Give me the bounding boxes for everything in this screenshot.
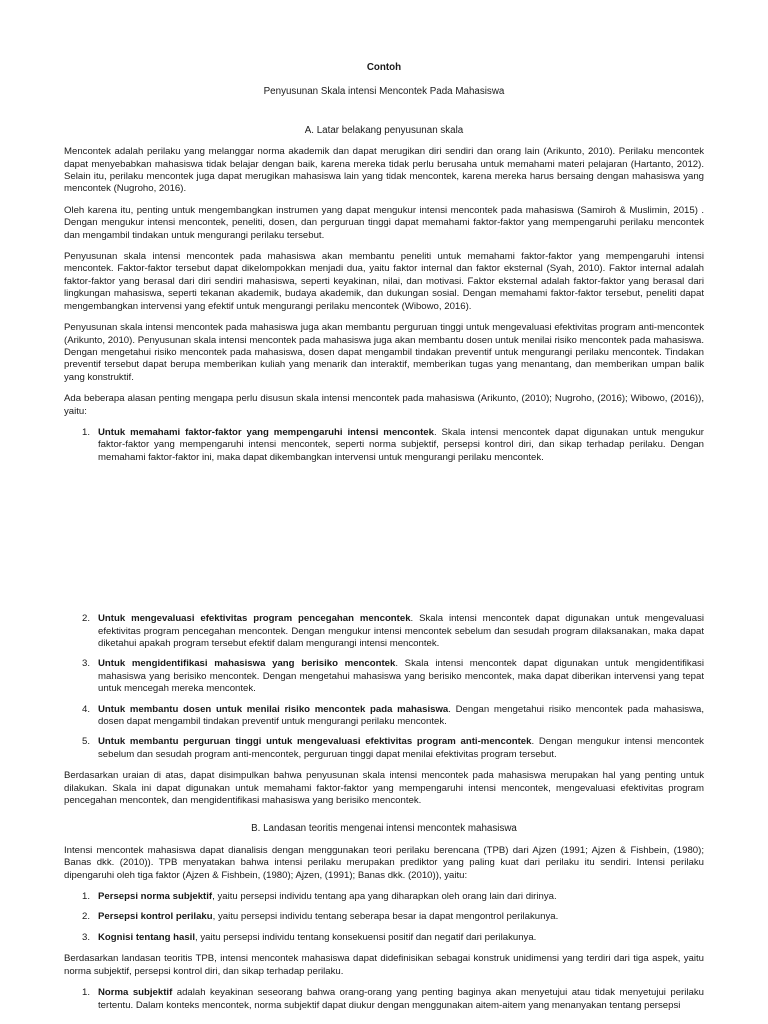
section-a-paragraph: Penyusunan skala intensi mencontek pada mahasiswa akan membantu peneliti untuk memahami faktor-faktor yang mempengaruhi intensi mencontek. Faktor-faktor tersebut dapat dikelompokkan menjadi dua, yaitu faktor internal dan faktor eksternal (Syah, 2010). Faktor internal adalah faktor-faktor yang berasal dari diri sendiri mahasiswa, seperti keyakinan, nilai, dan motivasi. Faktor eksternal adalah faktor-faktor yang berasal dari lingkungan mahasiswa, seperti tekanan akademik, budaya akademik, dan dukungan sosial. Dengan memahami faktor-faktor tersebut, peneliti dapat mengembangkan intervensi yang efektif untuk mengurangi perilaku mencontek (Wibowo, 2016). (64, 251, 704, 312)
list-item-title: Untuk mengevaluasi efektivitas program pencegahan mencontek (98, 613, 411, 625)
section-a-paragraph: Ada beberapa alasan penting mengapa perlu disusun skala intensi mencontek pada mahasiswa (Arikunto, (2010); Nugroho, (2016); Wibowo, (2016)), yaitu: (64, 393, 704, 417)
factors-list (64, 891, 704, 944)
section-b-intro: Intensi mencontek mahasiswa dapat dianalisis dengan menggunakan teori perilaku berencana (TPB) dari Ajzen (1991; Ajzen & Fishbein, (1980); Banas dkk. (2010)). TPB menyatakan bahwa intensi perilaku merupakan prediktor yang paling kuat dari perilaku itu sendiri. Intensi perilaku dipengaruhi oleh tiga faktor (Ajzen & Fishbein, (1980); Ajzen, (1991); Banas dkk. (2010)), yaitu: (64, 844, 704, 881)
section-a-paragraph: Oleh karena itu, penting untuk mengembangkan instrumen yang dapat mengukur intensi mencontek pada mahasiswa (Samiroh & Muslimin, 2015) . Dengan mengukur intensi mencontek, peneliti, dosen, dan perguruan tinggi dapat memahami faktor-faktor yang mempengaruhi perilaku mencontek dan mengambil tindakan untuk mengurangi perilaku tersebut. (64, 204, 704, 241)
list-item-title: Untuk membantu perguruan tinggi untuk mengevaluasi efektivitas program anti-mencontek (98, 736, 532, 748)
list-item (64, 658, 704, 695)
list-item-title: Norma subjektif (98, 987, 173, 999)
list-number: 4. (82, 703, 91, 715)
list-item-text: , yaitu persepsi individu tentang konsekuensi positif dan negatif dari perilakunya. (195, 931, 537, 943)
aspects-list (64, 987, 704, 1012)
list-number: 3. (82, 931, 91, 943)
section-b-summary: Berdasarkan landasan teoritis TPB, intensi mencontek mahasiswa dapat didefinisikan sebagai konstruk unidimensi yang terdiri dari tiga aspek, yaitu norma subjektif, persepsi kontrol diri, dan sikap terhadap perilaku. (64, 953, 704, 977)
list-item (64, 987, 704, 1012)
list-item-title: Untuk mengidentifikasi mahasiswa yang berisiko mencontek (98, 658, 396, 670)
section-a-paragraph: Mencontek adalah perilaku yang melanggar norma akademik dan dapat merugikan diri sendiri dan orang lain (Arikunto, 2010). Perilaku mencontek dapat menyebabkan mahasiswa tidak belajar dengan baik, karena mereka tidak perlu berusaha untuk memahami materi pelajaran (Hartanto, 2012). Selain itu, perilaku mencontek juga dapat merugikan mahasiswa lain yang tidak mencontek, karena mereka harus bersaing dengan mahasiswa yang mencontek (Nugroho, 2016). (64, 146, 704, 195)
list-item (64, 736, 704, 761)
list-item (64, 427, 704, 464)
reasons-list (64, 427, 704, 464)
list-number: 2. (82, 613, 91, 625)
list-item-text: , yaitu persepsi individu tentang seberapa besar ia dapat mengontrol perilakunya. (212, 911, 559, 923)
list-item-title: Kognisi tentang hasil (98, 931, 196, 943)
list-item-text: , yaitu persepsi individu tentang apa yang diharapkan oleh orang lain dari dirinya. (212, 891, 557, 903)
list-number: 3. (82, 658, 91, 670)
document-title: Penyusunan Skala intensi Mencontek Pada Mahasiswa (263, 86, 505, 98)
list-item-text: . Skala intensi mencontek dapat digunakan untuk mengidentifikasi mahasiswa yang berisiko mencontek. Dengan mengetahui mahasiswa yang berisiko mencontek, maka dapat diberikan intervensi yang tepat untuk mencegah mereka mencontek. (98, 658, 704, 695)
list-item-text: . Dengan mengukur intensi mencontek sebelum dan sesudah program anti-mencontek, perguruan tinggi dapat menilai efektivitas program tersebut. (98, 736, 704, 760)
list-item-text: . Skala intensi mencontek dapat digunakan untuk mengukur faktor-faktor yang mempengaruhi intensi mencontek, seperti norma subjektif, persepsi kontrol diri, dan sikap terhadap perilaku. Dengan memahami faktor-faktor ini, maka dapat dikembangkan intervensi untuk mengurangi perilaku mencontek. (98, 426, 705, 463)
list-item-title: Untuk memahami faktor-faktor yang mempengaruhi intensi mencontek (98, 426, 434, 438)
list-item-text: . Skala intensi mencontek dapat digunakan untuk mengevaluasi efektivitas program pencegahan mencontek. Dengan mengukur intensi mencontek sebelum dan sesudah program dilaksanakan, maka dapat diketahui apakah program tersebut efektif dalam mengurangi intensi mencontek. (98, 613, 704, 649)
document-label: Contoh (366, 62, 402, 73)
page-blank-space (64, 473, 704, 613)
section-a-conclusion: Berdasarkan uraian di atas, dapat disimpulkan bahwa penyusunan skala intensi mencontek pada mahasiswa merupakan hal yang penting untuk dilakukan. Skala ini dapat digunakan untuk memahami faktor-faktor yang mempengaruhi intensi mencontek, mengevaluasi efektivitas program pencegahan mencontek, dan mengidentifikasi mahasiswa yang berisiko mencontek. (64, 770, 704, 807)
list-item (64, 911, 704, 923)
list-item (64, 891, 704, 903)
list-number: 1. (82, 426, 91, 438)
list-item-title: Untuk membantu dosen untuk menilai risiko mencontek pada mahasiswa (98, 703, 449, 715)
reasons-list-continued (64, 613, 704, 761)
list-item (64, 932, 704, 944)
list-number: 1. (82, 987, 91, 999)
list-number: 1. (82, 891, 91, 903)
list-number: 2. (82, 911, 91, 923)
section-a-heading: A. Latar belakang penyusunan skala (304, 124, 464, 136)
list-item (64, 613, 704, 650)
list-item-text: adalah keyakinan seseorang bahwa orang-orang yang penting baginya akan menyetujui atau tidak menyetujui perilaku tertentu. Dalam konteks mencontek, norma subjektif dapat diukur dengan menggunakan aitem-aitem yang menanyakan tentang persepsi (98, 987, 704, 1011)
list-item-title: Persepsi kontrol perilaku (98, 911, 213, 923)
list-number: 5. (82, 736, 91, 748)
section-a-paragraph: Penyusunan skala intensi mencontek pada mahasiswa juga akan membantu perguruan tinggi untuk mengevaluasi efektivitas program anti-mencontek (Arikunto, 2010). Penyusunan skala intensi mencontek pada mahasiswa juga akan membantu dosen untuk menilai risiko mencontek pada mahasiswa. Dengan mengetahui risiko mencontek pada mahasiswa, dosen dapat mengambil tindakan preventif untuk mengurangi perilaku mencontek. Tindakan preventif tersebut dapat berupa memberikan kuliah yang menarik dan interaktif, memberikan tugas yang menantang, dan memberikan umpan balik yang konstruktif. (64, 322, 704, 383)
section-b-heading: B. Landasan teoritis mengenai intensi mencontek mahasiswa (251, 823, 517, 835)
list-item (64, 704, 704, 729)
list-item-title: Persepsi norma subjektif (98, 891, 213, 903)
list-item-text: . Dengan mengetahui risiko mencontek pada mahasiswa, dosen dapat mengambil tindakan preventif untuk mengurangi perilaku mencontek. (98, 703, 705, 727)
